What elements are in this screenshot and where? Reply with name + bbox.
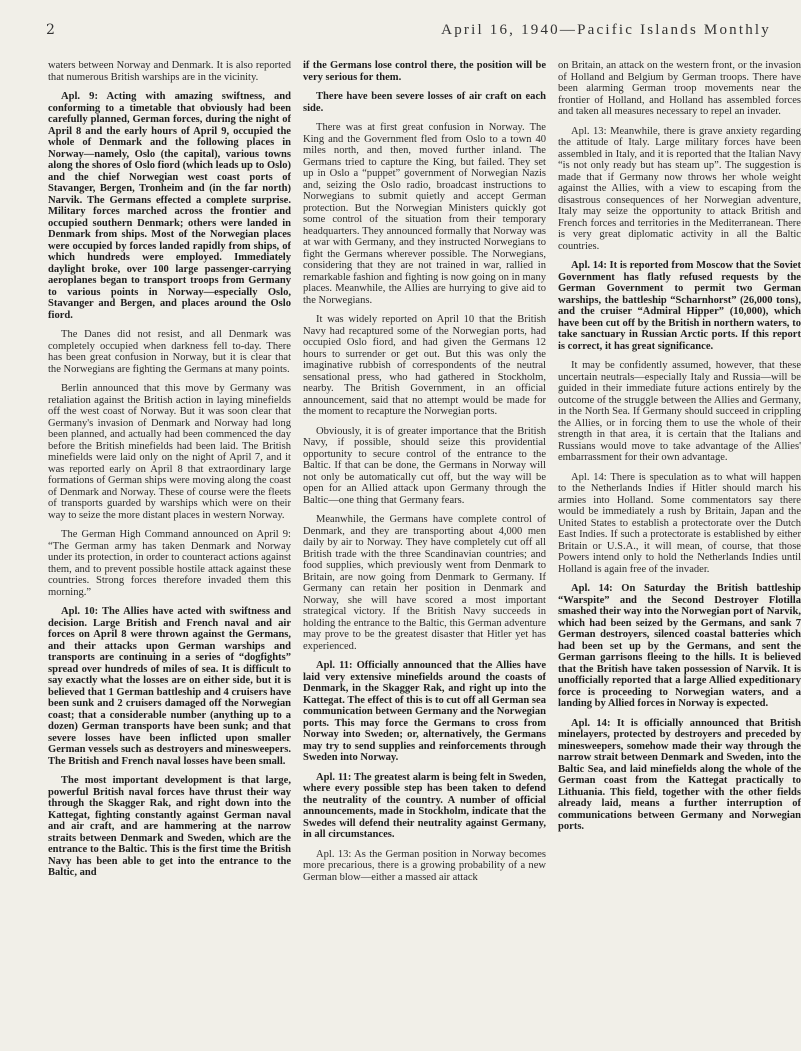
article-paragraph: There was at first great confusion in Norway. The King and the Government fled from Oslo to a town 40 miles north, and then, moved further inland. The Germans tried to capture the King, but failed. They set up in Oslo a “puppet” government of Norwegian Nazis and, seizing the Oslo radio, broadcast instructions to Norwegians to submit quietly and accept German protection. But the Norwegian Ministers quickly got some control of the situation from their temporary headquarters. They announced formally that Norway was at war with Germany, and they instructed Norwegians to fight the Germans wherever possible. The Norwegians, considering that they are not trained in war, rallied in remarkable fashion and fighting is now going on in many places. Meanwhile, the Allies are hurrying to give aid to the Norwegians. — [303, 122, 546, 306]
article-paragraph: Apl. 11: Officially announced that the Allies have laid very extensive minefields around the coasts of Denmark, in the Skagger Rak, and right up into the Kattegat. The effect of this is to cut off all German sea communication between Germany and the Norwegian ports. This may force the Germans to cross from Norway into Sweden; or, alternatively, the Germans may try to send supplies and reinforcements through Sweden into Norway. — [303, 660, 546, 763]
article-paragraph: Apl. 13: Meanwhile, there is grave anxiety regarding the attitude of Italy. Large military forces have been assembled in Italy, and it is reported that the Italian Navy “is not only ready but has steam up”. The suggestion is made that if Germany now throws her whole weight against the Allies, with a view to escaping from the disastrous consequences of her Norwegian adventure, Italy may seize the opportunity to attack British and French forces and territories in the Mediterranean. There is very great diplomatic activity in all the Baltic countries. — [558, 125, 801, 252]
column-1 — [48, 60, 291, 1050]
article-paragraph: Apl. 14: It is reported from Moscow that the Soviet Government has flatly refused requests by the German Government to permit two German warships, the battleship “Scharnhorst” (26,000 tons), and the cruiser “Admiral Hipper” (10,000), which have been cut off by the British in northern waters, to take sanctuary in Russian Arctic ports. If this report is correct, it has great significance. — [558, 260, 801, 352]
page-number: 2 — [46, 22, 55, 38]
article-paragraph: Berlin announced that this move by Germany was retaliation against the British action in laying minefields off the west coast of Norway. But it was soon clear that Germany's invasion of Denmark and Norway had long been planned, and actually had been commenced the day before the British minefields had been laid. The British minefields were laid only on the night of April 7, and it was reported early on April 8 that extraordinary large formations of German ships were moving along the coast of Denmark and Norway. These of course were the fleets of transports guarded by warships which were on their way to seize the more distant places in western Norway. — [48, 383, 291, 521]
article-paragraph: on Britain, an attack on the western front, or the invasion of Holland and Belgium by German troops. There have been alarming German troop movements near the frontier of Holland, and Holland has assembled forces and taken all measures necessary to repel an invader. — [558, 60, 801, 117]
article-paragraph: The Danes did not resist, and all Denmark was completely occupied when darkness fell to-day. There has been great confusion in Norway, but it is clear that the Norwegians are fighting the Germans at many points. — [48, 329, 291, 375]
running-head: April 16, 1940—Pacific Islands Monthly — [441, 22, 771, 38]
article-columns — [48, 60, 801, 1050]
article-paragraph: There have been severe losses of air craft on each side. — [303, 91, 546, 114]
article-paragraph: Apl. 14: There is speculation as to what will happen to the Netherlands Indies if Hitler should march his armies into Holland. Some commentators say there would be immediately a rush by Britain, Japan and the United States to establish a protectorate over the Dutch East Indies. If such a protectorate is established by either Britain or U.S.A., it will mean, of course, that those Powers intend only to hold the Netherlands Indies until Holland is again free of the invader. — [558, 471, 801, 575]
article-paragraph: Obviously, it is of greater importance that the British Navy, if possible, should seize this providential opportunity to secure control of the entrance to the Baltic. If that can be done, the Germans in Norway will not only be automatically cut off, but the way will be open for an Allied attack upon Germany through the Baltic—one thing that Germany fears. — [303, 425, 546, 506]
article-paragraph: Apl. 14: It is officially announced that British minelayers, protected by destroyers and preceded by minesweepers, somehow made their way through the narrow strait between Denmark and Sweden, into the Baltic Sea, and laid minefields along the whole of the German coast from the Kattegat practically to Lithuania. This field, together with the other fields already laid, means a further interruption of communications between Germany and Norwegian ports. — [558, 717, 801, 832]
article-paragraph: Meanwhile, the Germans have complete control of Denmark, and they are transporting about 4,000 men daily by air to Norway. They have completely cut off all British trade with the three Scandinavian countries; and food supplies, which previously went from Denmark to Britain, are now going from Denmark to Germany. If Germany can retain her position in Denmark and Norway, she will have scored a most important strategical victory. If the British Navy succeeds in holding the entrance to the Baltic, this German adventure may prove to be the greatest disaster that Hitler yet has experienced. — [303, 514, 546, 652]
article-paragraph: Apl. 11: The greatest alarm is being felt in Sweden, where every possible step has been taken to defend the neutrality of the country. A number of official announcements, made in Stockholm, indicate that the Swedes will defend their neutrality against Germany, in all circumstances. — [303, 771, 546, 840]
article-paragraph: The German High Command announced on April 9: “The German army has taken Denmark and Norway under its protection, in order to counteract actions against them, and to prevent possible hostile attack against these countries. Strong forces therefore invaded them this morning.” — [48, 529, 291, 598]
article-paragraph: if the Germans lose control there, the position will be very serious for them. — [303, 60, 546, 83]
article-paragraph: It may be confidently assumed, however, that these uncertain neutrals—especially Italy and Russia—will be guided in their immediate future actions entirely by the outcome of the struggle between the Allies and Germany, in the North Sea. If Germany should succeed in crippling the Allies, or in forcing them to use the whole of their strength in that area, it is certain that the Italians and Russians would move to take advantage of the Allies' embarrassment for their own advantage. — [558, 360, 801, 463]
column-2 — [303, 60, 546, 1050]
article-paragraph: It was widely reported on April 10 that the British Navy had recaptured some of the Norwegian ports, had occupied Oslo fiord, and had given the Germans 12 hours to surrender or get out. But this was only the imaginative rubbish of correspondents of the neutral sensational press, who had gathered in Stockholm, nearby. The British Government, in an official announcement, said that no attempt would be made for the moment to recapture the Norwegian ports. — [303, 314, 546, 417]
article-paragraph: Apl. 13: As the German position in Norway becomes more precarious, there is a growing probability of a new German blow—either a massed air attack — [303, 848, 546, 883]
page-header — [46, 22, 771, 46]
article-paragraph: Apl. 10: The Allies have acted with swiftness and decision. Large British and French naval and air forces on April 8 were thrown against the Germans, and their attacks upon German warships and transports are continuing in a series of “dogfights” spread over hundreds of miles of sea. It is difficult to say exactly what the losses are on either side, but it is believed that 1 German battleship and 4 cruisers have been sunk and 2 cruisers damaged off the Norwegian coast; that a considerable number (anything up to a dozen) German transports have been sunk; and that severe losses have been inflicted upon smaller German vessels such as destroyers and minesweepers. The British and French naval losses have been small. — [48, 606, 291, 767]
article-paragraph: Apl. 9: Acting with amazing swiftness, and conforming to a timetable that obviously had been carefully planned, German forces, during the night of April 8 and the early hours of April 9, occupied the whole of Denmark and the following places in Norway—namely, Oslo (the capital), various towns along the shores of Oslo fiord (which leads up to Oslo) and the chief Norwegian west coast ports of Stavanger, Bergen, Tronheim and (in the far north) Narvik. The Germans effected a complete surprise. Military forces marched across the frontier and occupied southern Denmark; others were landed in Denmark from ships. Most of the Norwegian places were occupied by forces landed rapidly from ships, of which hundreds were employed. Immediately daylight broke, over 100 large passenger-carrying aeroplanes began to transport troops from Germany to various points in Norway—especially Oslo, Stavanger and Bergen, and places around the Oslo fiord. — [48, 91, 291, 321]
article-paragraph: Apl. 14: On Saturday the British battleship “Warspite” and the Second Destroyer Flotilla smashed their way into the Norwegian port of Narvik, which had been seized by the Germans, and sank 7 German destroyers, silenced coastal batteries which had been set up by the Germans, and sent the German garrisons fleeing to the hills. It is believed that the British have taken possession of Narvik. It is unofficially reported that a large Allied expeditionary force is proceeding to Norwegian waters, and a landing by Allied forces in Norway is expected. — [558, 583, 801, 709]
article-paragraph: waters between Norway and Denmark. It is also reported that numerous British warships are in the vicinity. — [48, 60, 291, 83]
column-3 — [558, 60, 801, 1050]
article-paragraph: The most important development is that large, powerful British naval forces have thrust their way through the Skagger Rak, and right down into the Kattegat, fighting constantly against German naval and air craft, and are hammering at the narrow straits between Denmark and Sweden, which are the entrance to the Baltic. This is the first time the British Navy has been able to get into the entrance to the Baltic, and — [48, 775, 291, 878]
